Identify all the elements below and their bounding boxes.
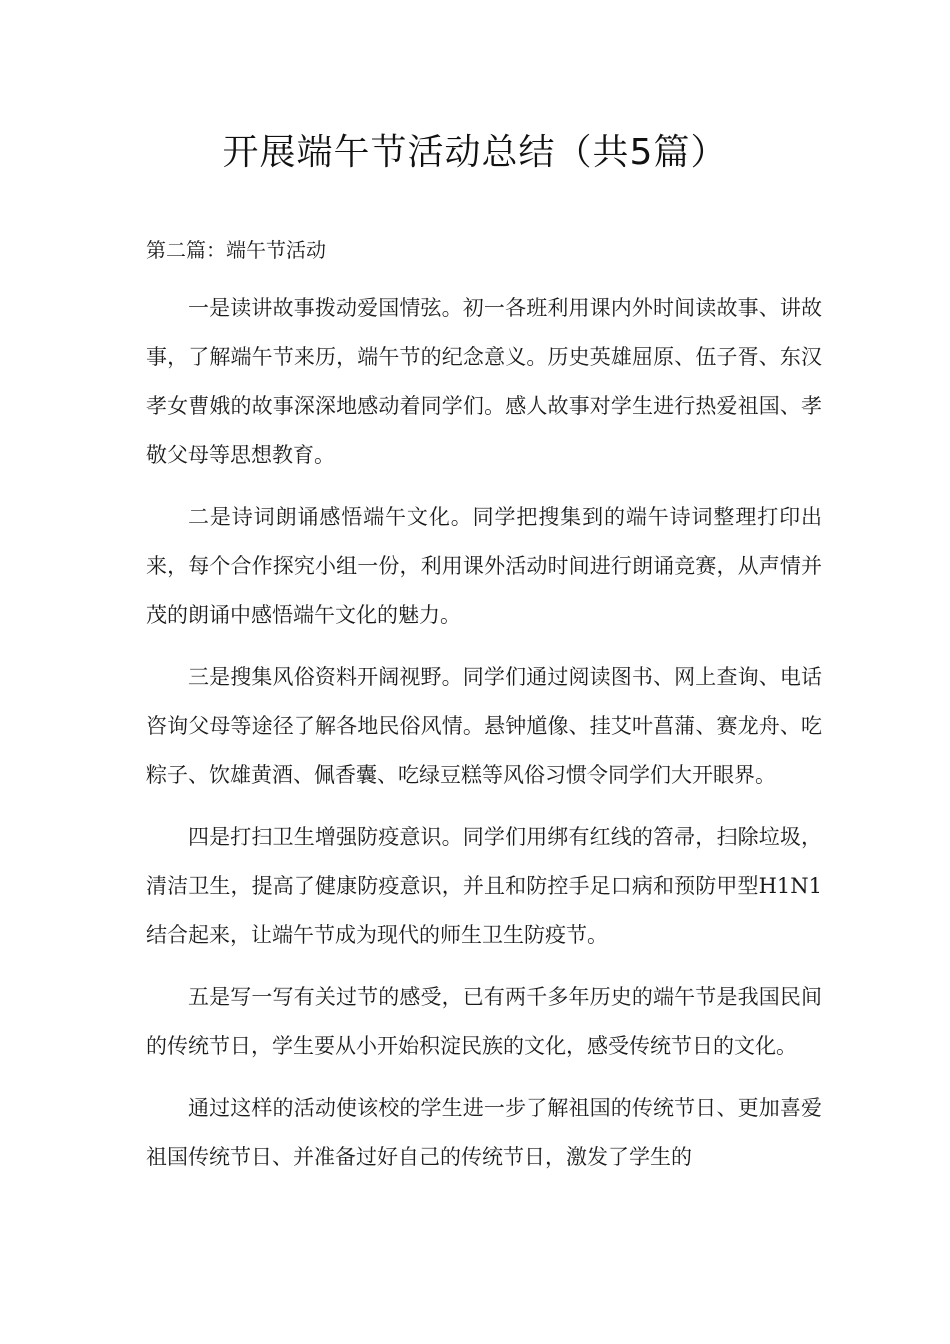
paragraph-poetry-recitation: 二是诗词朗诵感悟端午文化。同学把搜集到的端午诗词整理打印出来，每个合作探究小组一份，利用课外活动时间进行朗诵竞赛，从声情并茂的朗诵中感悟端午文化的魅力。 [146,505,822,627]
document-body [146,284,822,1195]
section-heading: 第二篇：端午节活动 [146,238,326,262]
document-title: 开展端午节活动总结（共5篇） [222,132,728,173]
paragraph-conclusion: 通过这样的活动使该校的学生进一步了解祖国的传统节日、更加喜爱祖国传统节日、并准备过好自己的传统节日，激发了学生的 [146,1096,822,1169]
paragraph-feelings: 五是写一写有关过节的感受，已有两千多年历史的端午节是我国民间的传统节日，学生要从小开始积淀民族的文化，感受传统节日的文化。 [146,985,822,1058]
paragraph-folk-customs: 三是搜集风俗资料开阔视野。同学们通过阅读图书、网上查询、电话咨询父母等途径了解各地民俗风情。悬钟馗像、挂艾叶菖蒲、赛龙舟、吃粽子、饮雄黄酒、佩香囊、吃绿豆糕等风俗习惯令同学们大开眼界。 [146,665,822,787]
paragraph-hygiene: 四是打扫卫生增强防疫意识。同学们用绑有红线的笤帚，扫除垃圾，清洁卫生，提高了健康防疫意识，并且和防控手足口病和预防甲型H1N1结合起来，让端午节成为现代的师生卫生防疫节。 [146,825,822,947]
paragraph-reading-stories: 一是读讲故事拨动爱国情弦。初一各班利用课内外时间读故事、讲故事，了解端午节来历，端午节的纪念意义。历史英雄屈原、伍子胥、东汉孝女曹娥的故事深深地感动着同学们。感人故事对学生进行热爱祖国、孝敬父母等思想教育。 [146,296,822,467]
